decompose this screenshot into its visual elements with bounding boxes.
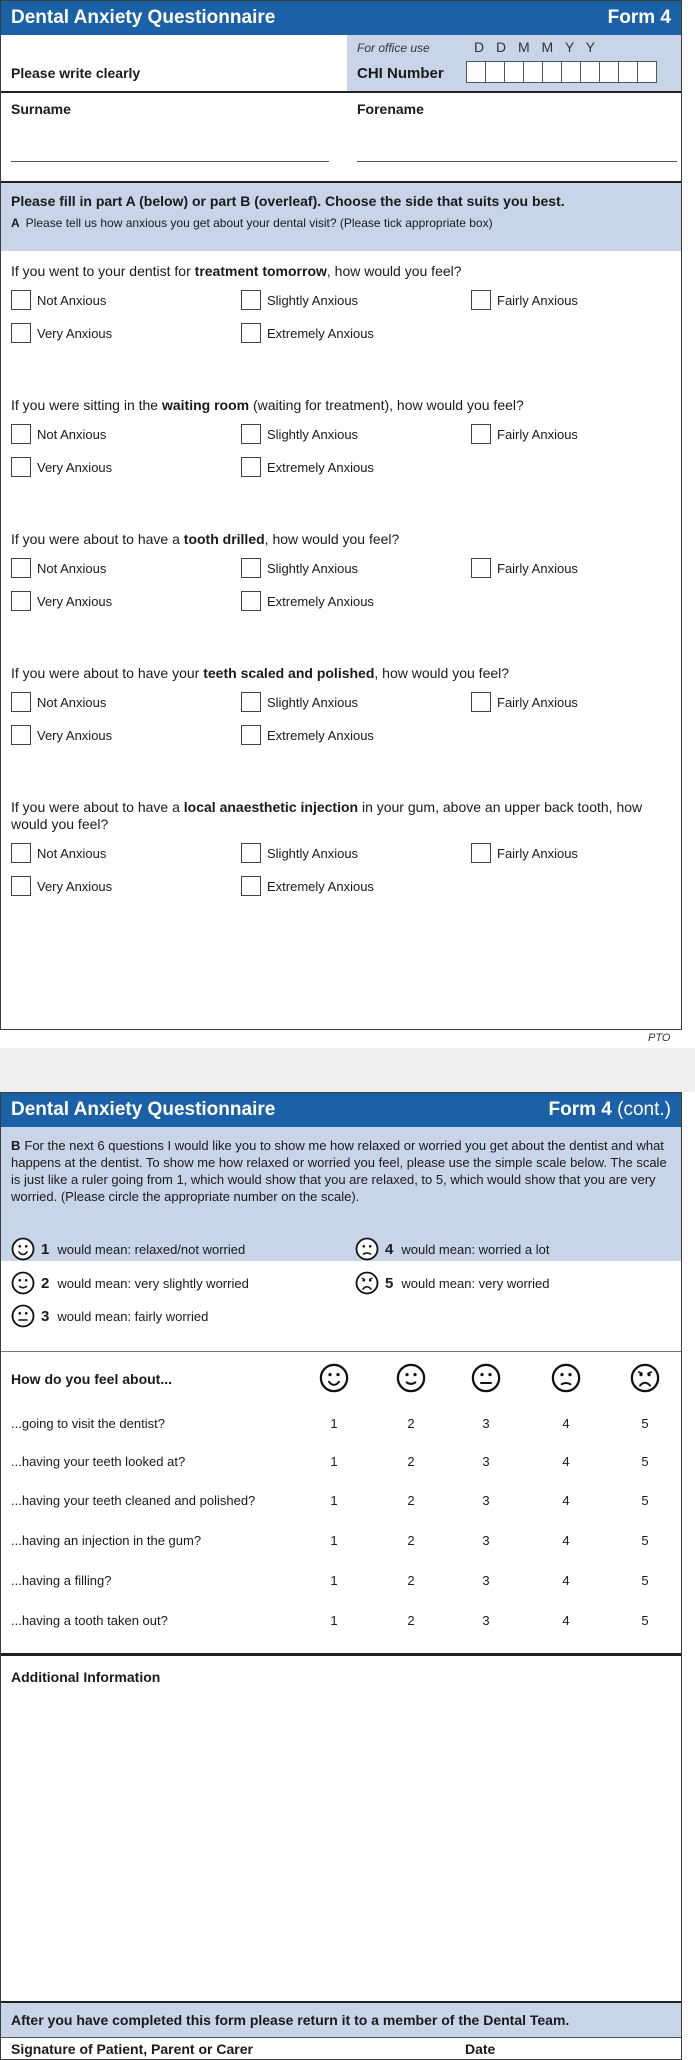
scale-choice[interactable]: 2 [407, 1454, 415, 1469]
return-note-band [1, 2001, 681, 2038]
checkbox[interactable] [11, 843, 31, 863]
scale-choice[interactable]: 2 [407, 1493, 415, 1508]
scale-legend-item [11, 1271, 249, 1295]
question-emphasis: tooth drilled [183, 531, 265, 547]
chi-digit-box[interactable] [542, 61, 562, 83]
anxiety-option[interactable] [11, 725, 112, 745]
option-label: Not Anxious [37, 845, 107, 861]
form-title: Dental Anxiety Questionnaire [11, 1099, 276, 1120]
checkbox[interactable] [11, 725, 31, 745]
scale-number: 4 [385, 1240, 394, 1258]
instructions-main: Please fill in part A (below) or part B (overleaf). Choose the side that suits you best. [11, 193, 565, 209]
checkbox[interactable] [471, 424, 491, 444]
option-label: Slightly Anxious [267, 426, 359, 442]
surname-field[interactable] [11, 161, 329, 162]
chi-digit-box[interactable] [561, 61, 581, 83]
face-level-5-icon [355, 1271, 379, 1295]
option-label: Very Anxious [37, 593, 113, 609]
table-heading: How do you feel about... [11, 1371, 172, 1387]
question-text [11, 531, 676, 548]
scale-choice[interactable]: 4 [562, 1573, 570, 1588]
option-label: Fairly Anxious [497, 694, 578, 710]
table-row-label: ...having your teeth cleaned and polished? [11, 1493, 256, 1508]
part-a-instruction [11, 216, 493, 230]
question-fragment: If you went to your dentist for [11, 263, 195, 279]
anxiety-option[interactable] [11, 290, 106, 310]
form-number: Form 4 [607, 7, 671, 28]
option-label: Extremely Anxious [267, 593, 374, 609]
chi-digit-box[interactable] [599, 61, 619, 83]
anxiety-option[interactable] [241, 876, 374, 896]
anxiety-option[interactable] [11, 876, 112, 896]
face-level-2-icon [11, 1271, 35, 1295]
scale-legend-item [355, 1237, 549, 1261]
questionnaire-page-2 [0, 1092, 682, 2060]
option-label: Extremely Anxious [267, 727, 374, 743]
scale-meaning: would mean: worried a lot [401, 1241, 550, 1257]
scale-meaning: would mean: very slightly worried [57, 1275, 249, 1291]
scale-choice[interactable]: 1 [330, 1613, 338, 1628]
column-face-3-icon [471, 1363, 501, 1393]
table-row-label: ...having a filling? [11, 1573, 112, 1588]
checkbox[interactable] [11, 558, 31, 578]
option-label: Extremely Anxious [267, 459, 374, 475]
questionnaire-page-1 [0, 0, 682, 1030]
checkbox[interactable] [11, 290, 31, 310]
question-text [11, 263, 676, 280]
column-face-5-icon [630, 1363, 660, 1393]
scale-choice[interactable]: 3 [482, 1613, 490, 1628]
checkbox[interactable] [241, 558, 261, 578]
question-emphasis: treatment tomorrow [194, 263, 327, 279]
anxiety-option[interactable] [241, 323, 374, 343]
checkbox[interactable] [241, 323, 261, 343]
forename-field[interactable] [357, 161, 677, 162]
column-face-4-icon [551, 1363, 581, 1393]
anxiety-option[interactable] [241, 290, 358, 310]
option-label: Slightly Anxious [267, 560, 359, 576]
anxiety-option[interactable] [241, 843, 358, 863]
scale-choice[interactable]: 4 [562, 1454, 570, 1469]
question-fragment: If you were sitting in the [11, 397, 162, 413]
scale-choice[interactable]: 1 [330, 1533, 338, 1548]
question-emphasis: teeth scaled and polished [203, 665, 375, 681]
anxiety-option[interactable] [11, 424, 106, 444]
chi-digit-box[interactable] [504, 61, 524, 83]
table-row-label: ...having your teeth looked at? [11, 1454, 186, 1469]
option-label: Very Anxious [37, 727, 113, 743]
question-fragment: , how would you feel? [374, 665, 510, 681]
question-emphasis: local anaesthetic injection [183, 799, 359, 815]
scale-choice[interactable]: 4 [562, 1613, 570, 1628]
scale-choice[interactable]: 2 [407, 1533, 415, 1548]
question-fragment: , how would you feel? [264, 531, 400, 547]
face-level-1-icon [11, 1237, 35, 1261]
anxiety-option[interactable] [471, 843, 578, 863]
part-a-text: Please tell us how anxious you get about your dental visit? (Please tick appropriate box) [25, 216, 493, 230]
checkbox[interactable] [11, 323, 31, 343]
checkbox[interactable] [11, 591, 31, 611]
instructions-band [1, 183, 681, 251]
checkbox[interactable] [241, 591, 261, 611]
option-label: Very Anxious [37, 325, 113, 341]
table-row-label: ...having a tooth taken out? [11, 1613, 168, 1628]
scale-legend-item [11, 1304, 208, 1328]
table-row-label: ...going to visit the dentist? [11, 1416, 165, 1431]
table-divider [1, 1351, 681, 1352]
scale-choice[interactable]: 1 [330, 1573, 338, 1588]
date-format-label: D D M M Y Y [474, 39, 599, 55]
forename-label: Forename [357, 101, 424, 117]
scale-choice[interactable]: 4 [562, 1533, 570, 1548]
form-title: Dental Anxiety Questionnaire [11, 7, 276, 28]
option-label: Very Anxious [37, 878, 113, 894]
scale-choice[interactable]: 3 [482, 1573, 490, 1588]
write-clearly-label: Please write clearly [11, 65, 141, 81]
scale-choice[interactable]: 5 [641, 1416, 649, 1431]
checkbox[interactable] [11, 692, 31, 712]
option-label: Not Anxious [37, 292, 107, 308]
scale-number: 5 [385, 1274, 394, 1292]
form-number-text: Form 4 [548, 1099, 612, 1120]
anxiety-option[interactable] [471, 290, 578, 310]
scale-meaning: would mean: very worried [401, 1275, 550, 1291]
checkbox[interactable] [241, 843, 261, 863]
question-fragment: If you were about to have a [11, 799, 184, 815]
option-label: Fairly Anxious [497, 845, 578, 861]
checkbox[interactable] [471, 558, 491, 578]
anxiety-option[interactable] [241, 457, 374, 477]
scale-choice[interactable]: 1 [330, 1493, 338, 1508]
question-text [11, 665, 676, 682]
anxiety-option[interactable] [241, 725, 374, 745]
anxiety-option[interactable] [471, 558, 578, 578]
additional-info-area[interactable] [1, 1693, 681, 1993]
scale-meaning: would mean: fairly worried [57, 1308, 209, 1324]
checkbox[interactable] [241, 290, 261, 310]
checkbox[interactable] [11, 876, 31, 896]
chi-digit-box[interactable] [618, 61, 638, 83]
option-label: Fairly Anxious [497, 560, 578, 576]
additional-info-label: Additional Information [11, 1669, 161, 1685]
chi-number-label: CHI Number [357, 65, 444, 82]
anxiety-option[interactable] [241, 591, 374, 611]
scale-choice[interactable]: 4 [562, 1416, 570, 1431]
scale-choice[interactable]: 5 [641, 1454, 649, 1469]
date-label: Date [465, 2041, 496, 2057]
anxiety-option[interactable] [11, 558, 106, 578]
question-emphasis: waiting room [161, 397, 250, 413]
anxiety-option[interactable] [11, 457, 112, 477]
chi-digit-box[interactable] [466, 61, 486, 83]
face-level-3-icon [11, 1304, 35, 1328]
scale-choice[interactable]: 1 [330, 1416, 338, 1431]
anxiety-option[interactable] [471, 424, 578, 444]
scale-legend-item [11, 1237, 245, 1261]
scale-number: 3 [41, 1307, 50, 1325]
table-row-label: ...having an injection in the gum? [11, 1533, 202, 1548]
chi-digit-box[interactable] [637, 61, 657, 83]
checkbox[interactable] [471, 843, 491, 863]
question-text [11, 397, 676, 414]
part-b-text: For the next 6 questions I would like you to show me how relaxed or worried you get about the dentist and what happens at the dentist. To show me how relaxed or worried you feel, please use the simple scale below. The scale is just like a ruler going from 1, which would show that you are relaxed, to 5, which would show that you are very worried. (Please circle the appropriate number on the scale). [11, 1138, 667, 1204]
page-gap [0, 1048, 695, 1092]
checkbox[interactable] [241, 725, 261, 745]
scale-choice[interactable]: 2 [407, 1416, 415, 1431]
anxiety-option[interactable] [241, 558, 358, 578]
scale-choice[interactable]: 3 [482, 1416, 490, 1431]
anxiety-option[interactable] [241, 424, 358, 444]
anxiety-option[interactable] [11, 591, 112, 611]
column-face-2-icon [396, 1363, 426, 1393]
scale-choice[interactable]: 5 [641, 1613, 649, 1628]
part-a-letter: A [11, 216, 20, 230]
scale-choice[interactable]: 2 [407, 1573, 415, 1588]
scale-meaning: would mean: relaxed/not worried [57, 1241, 246, 1257]
scale-choice[interactable]: 3 [482, 1454, 490, 1469]
chi-digit-box[interactable] [580, 61, 600, 83]
form-header [1, 1093, 681, 1127]
question-fragment: in your gum, above an upper back tooth, how would you feel? [11, 799, 643, 832]
signature-label: Signature of Patient, Parent or Carer [11, 2041, 253, 2057]
checkbox[interactable] [11, 457, 31, 477]
form-number [549, 1099, 672, 1121]
face-level-4-icon [355, 1237, 379, 1261]
question-fragment: , how would you feel? [326, 263, 462, 279]
option-label: Slightly Anxious [267, 845, 359, 861]
scale-number: 1 [41, 1240, 50, 1258]
column-face-1-icon [319, 1363, 349, 1393]
option-label: Slightly Anxious [267, 292, 359, 308]
option-label: Extremely Anxious [267, 325, 374, 341]
anxiety-option[interactable] [11, 843, 106, 863]
anxiety-option[interactable] [11, 692, 106, 712]
chi-digit-box[interactable] [523, 61, 543, 83]
section-divider [1, 91, 681, 93]
table-bottom-rule [1, 1653, 681, 1656]
option-label: Not Anxious [37, 426, 107, 442]
scale-choice[interactable]: 5 [641, 1533, 649, 1548]
question-text [11, 799, 676, 833]
option-label: Fairly Anxious [497, 292, 578, 308]
checkbox[interactable] [241, 457, 261, 477]
chi-number-boxes[interactable] [467, 61, 657, 83]
checkbox[interactable] [241, 424, 261, 444]
option-label: Extremely Anxious [267, 878, 374, 894]
anxiety-option[interactable] [471, 692, 578, 712]
checkbox[interactable] [241, 876, 261, 896]
option-label: Not Anxious [37, 560, 107, 576]
return-note: After you have completed this form please return it to a member of the Dental Team. [11, 2012, 570, 2028]
checkbox[interactable] [471, 290, 491, 310]
anxiety-option[interactable] [11, 323, 112, 343]
scale-choice[interactable]: 5 [641, 1493, 649, 1508]
checkbox[interactable] [11, 424, 31, 444]
anxiety-option[interactable] [241, 692, 358, 712]
scale-choice[interactable]: 5 [641, 1573, 649, 1588]
office-use-label: For office use [357, 41, 430, 55]
scale-choice[interactable]: 3 [482, 1493, 490, 1508]
scale-legend-item [355, 1271, 549, 1295]
surname-label: Surname [11, 101, 71, 117]
checkbox[interactable] [471, 692, 491, 712]
option-label: Fairly Anxious [497, 426, 578, 442]
scale-number: 2 [41, 1274, 50, 1292]
option-label: Not Anxious [37, 694, 107, 710]
option-label: Very Anxious [37, 459, 113, 475]
scale-choice[interactable]: 3 [482, 1533, 490, 1548]
scale-choice[interactable]: 1 [330, 1454, 338, 1469]
chi-digit-box[interactable] [485, 61, 505, 83]
option-label: Slightly Anxious [267, 694, 359, 710]
scale-choice[interactable]: 4 [562, 1493, 570, 1508]
question-fragment: If you were about to have your [11, 665, 204, 681]
question-fragment: (waiting for treatment), how would you feel? [249, 397, 524, 413]
checkbox[interactable] [241, 692, 261, 712]
form-continued: (cont.) [617, 1099, 671, 1120]
pto-label: PTO [648, 1032, 671, 1044]
part-b-letter: B [11, 1138, 21, 1153]
scale-choice[interactable]: 2 [407, 1613, 415, 1628]
form-header [1, 1, 681, 35]
question-fragment: If you were about to have a [11, 531, 184, 547]
